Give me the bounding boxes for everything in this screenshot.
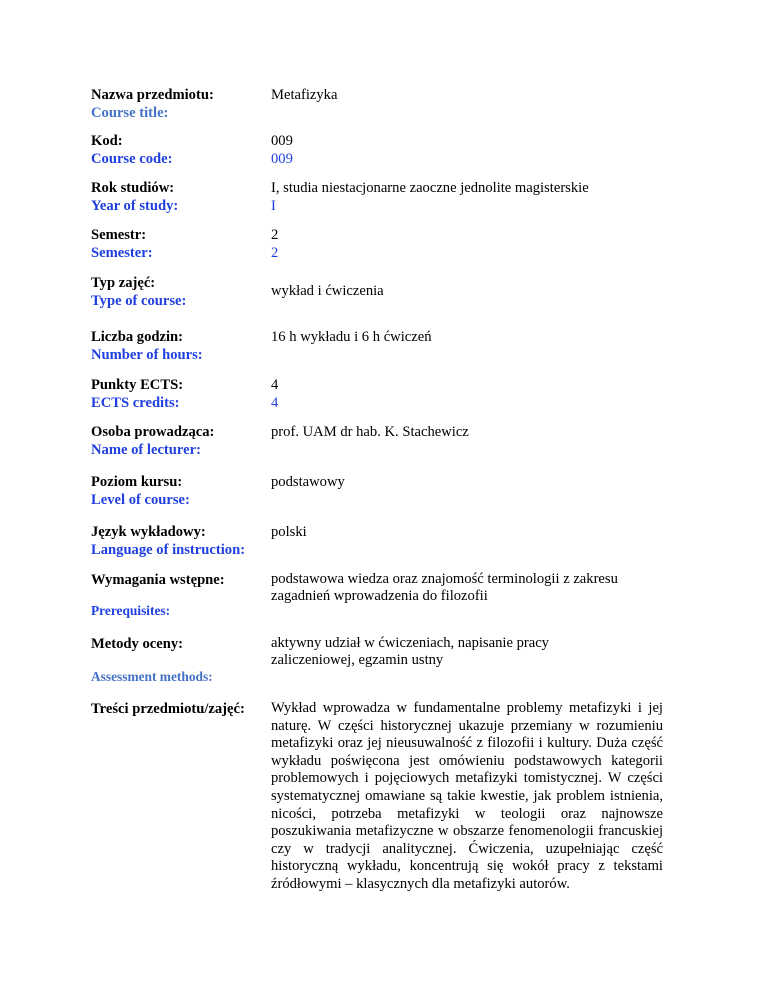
label-en: Course title: [91, 105, 169, 121]
label-en: Prerequisites: [91, 603, 171, 618]
value-pl: I, studia niestacjonarne zaoczne jednolite magisterskie [271, 180, 589, 196]
value-pl: podstawowa wiedza oraz znajomość terminologii z zakresu zagadnień wprowadzenia do filozofii [271, 571, 618, 604]
label-en: Course code: [91, 151, 173, 167]
label-en: Number of hours: [91, 347, 203, 363]
field-value [271, 132, 601, 168]
label-en: Language of instruction: [91, 542, 246, 558]
label-pl: Wymagania wstępne: [91, 572, 225, 588]
row-assessment-methods [91, 635, 691, 691]
field-value [271, 282, 601, 300]
value-pl: 2 [271, 227, 279, 243]
value-pl: 009 [271, 133, 293, 149]
field-label [91, 376, 266, 412]
label-pl: Treści przedmiotu/zajęć: [91, 701, 245, 717]
field-label [91, 423, 266, 459]
label-en: Level of course: [91, 492, 190, 508]
value-pl: polski [271, 524, 307, 540]
field-value [271, 179, 661, 215]
field-value [271, 635, 631, 669]
label-pl: Język wykładowy: [91, 524, 206, 540]
label-en: Assessment methods: [91, 669, 213, 684]
field-label [91, 274, 266, 310]
field-value [271, 328, 601, 346]
label-en: Name of lecturer: [91, 442, 201, 458]
field-value [271, 226, 601, 262]
value-en: 2 [271, 245, 279, 261]
course-description: Wykład wprowadza w fundamentalne problemy metafizyki i jej naturę. W części historycznej ukazuje przemiany w rozumieniu metafizyki oraz jej nieusuwalność z filozofii i kultury. Duża część wykładu poświęcona jest omówieniu podstawowych kategorii problemowych i pojęciowych metafizyki tomistycznej. W części systematycznej omawiane są takie kwestie, jak problem istnienia, nicości, potrzeba metafizyki w teologii oraz najnowsze poszukiwania metafizyczne w obszarze fenomenologii francuskiej czy w tradycji analitycznej. Ćwiczenia, uzupełniając część historyczną wykładu, koncentrują się wokół pracy z tekstami źródłowymi – klasycznych dla metafizyki autorów. [271, 700, 663, 892]
label-pl: Poziom kursu: [91, 474, 183, 490]
field-label [91, 700, 271, 718]
value-pl: 16 h wykładu i 6 h ćwiczeń [271, 329, 432, 345]
field-value [271, 571, 631, 605]
field-label [91, 179, 266, 215]
field-label [91, 635, 266, 653]
label-pl: Nazwa przedmiotu: [91, 87, 214, 103]
value-en: I [271, 198, 276, 214]
label-pl: Osoba prowadząca: [91, 424, 215, 440]
value-pl: 4 [271, 377, 279, 393]
value-pl: aktywny udział w ćwiczeniach, napisanie pracy zaliczeniowej, egzamin ustny [271, 635, 549, 668]
label-en: Type of course: [91, 293, 187, 309]
label-en: Year of study: [91, 198, 179, 214]
field-label [91, 571, 266, 589]
label-pl: Typ zajęć: [91, 275, 156, 291]
label-en: ECTS credits: [91, 395, 180, 411]
label-pl: Rok studiów: [91, 180, 175, 196]
field-label [91, 86, 266, 122]
field-label [91, 226, 266, 262]
value-pl: Metafizyka [271, 87, 338, 103]
field-value [271, 423, 601, 441]
field-label [91, 132, 266, 168]
label-pl: Liczba godzin: [91, 329, 184, 345]
value-pl: prof. UAM dr hab. K. Stachewicz [271, 424, 469, 440]
label-pl: Semestr: [91, 227, 147, 243]
value-en: 4 [271, 395, 279, 411]
label-en: Semester: [91, 245, 153, 261]
label-pl: Punkty ECTS: [91, 377, 184, 393]
field-value [271, 523, 601, 541]
field-label [91, 328, 266, 364]
value-en: 009 [271, 151, 293, 167]
field-label [91, 523, 271, 559]
label-pl: Metody oceny: [91, 636, 183, 652]
field-value [271, 473, 601, 491]
value-pl: podstawowy [271, 474, 345, 490]
field-value [271, 376, 601, 412]
field-value [271, 86, 601, 104]
label-pl: Kod: [91, 133, 123, 149]
value-pl: wykład i ćwiczenia [271, 283, 384, 299]
field-label [91, 473, 266, 509]
row-prerequisites [91, 571, 691, 621]
